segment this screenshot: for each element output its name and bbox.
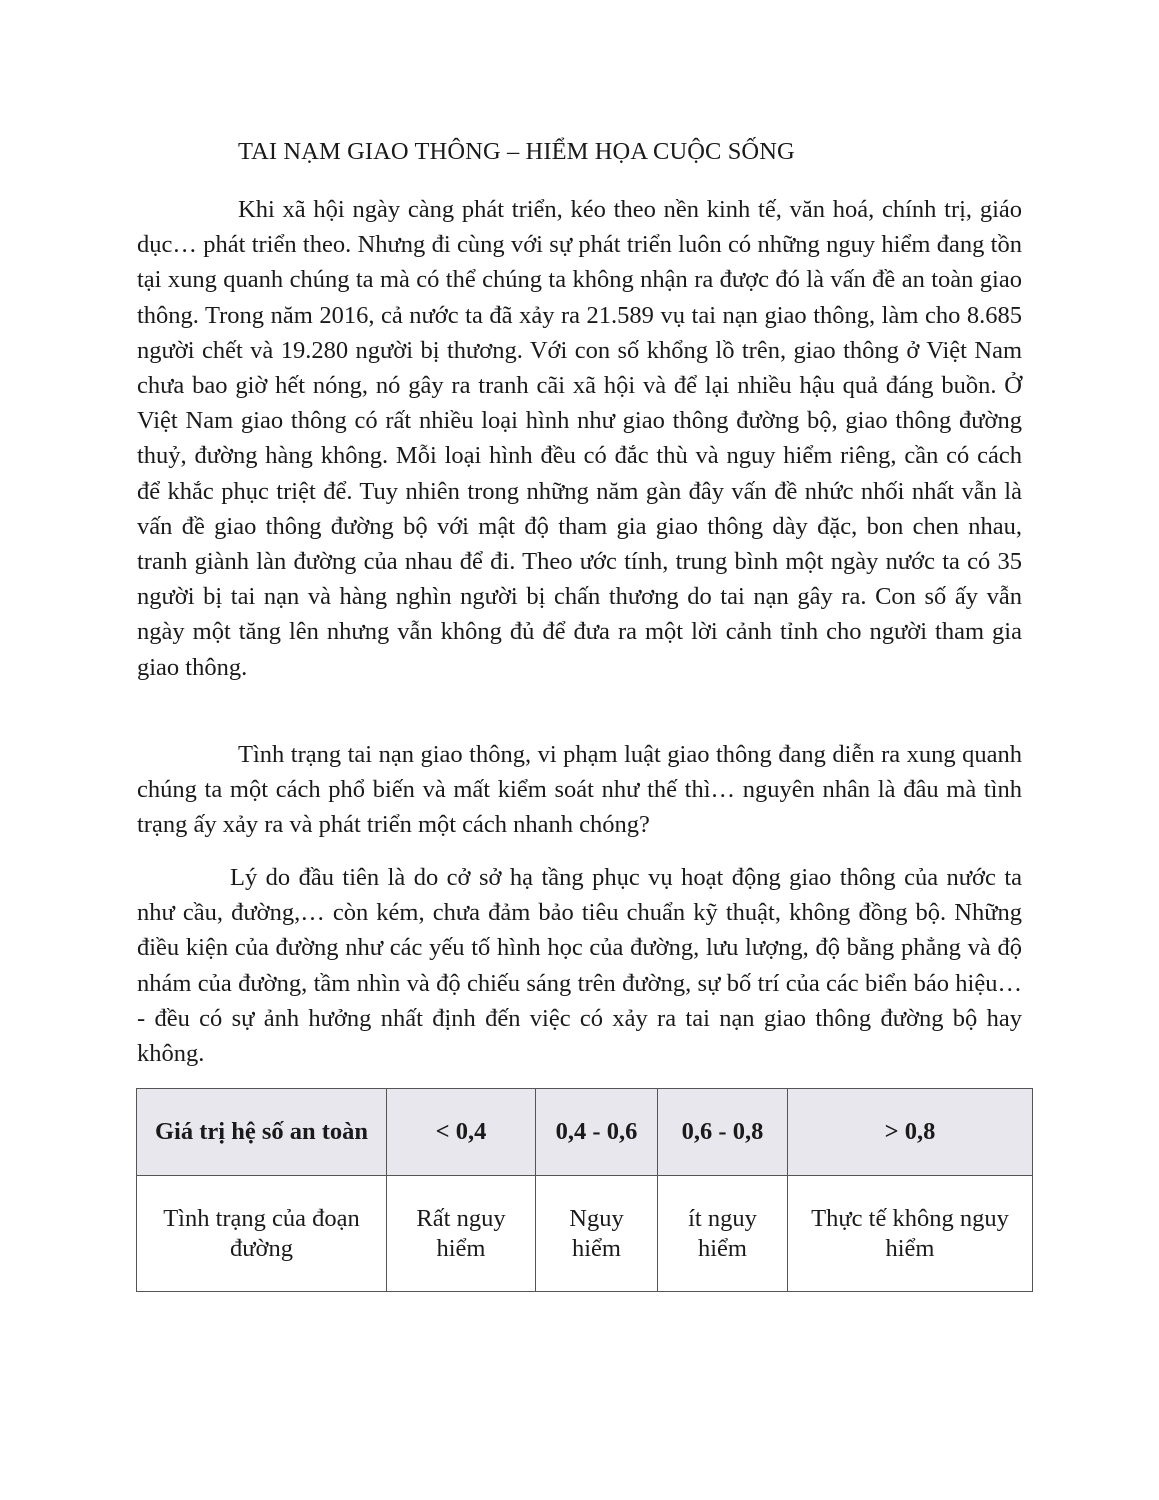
paragraph-question: Tình trạng tai nạn giao thông, vi phạm luật giao thông đang diễn ra xung quanh chúng ta một cách phổ biến và mất kiểm soát như thế thì… nguyên nhân là đâu mà tình trạng ấy xảy ra và phát triển một cách nhanh chóng? <box>137 741 1022 839</box>
table-cell: ít nguy hiểm <box>658 1176 788 1292</box>
document-title: TAI NẠM GIAO THÔNG – HIỂM HỌA CUỘC SỐNG <box>238 138 795 165</box>
table-header-cell: Giá trị hệ số an toàn <box>137 1089 387 1176</box>
table-cell: Thực tế không nguy hiểm <box>788 1176 1033 1292</box>
table-header-cell: < 0,4 <box>387 1089 536 1176</box>
table-header-cell: > 0,8 <box>788 1089 1033 1176</box>
paragraph-infrastructure: Lý do đầu tiên là do cở sở hạ tầng phục vụ hoạt động giao thông của nước ta như cầu, đường,… còn kém, chưa đảm bảo tiêu chuẩn kỹ thuật, không đồng bộ. Những điều kiện của đường như các yếu tố hình học của đường, lưu lượng, độ bằng phẳng và độ nhám của đường, tầm nhìn và độ chiếu sáng trên đường, sự bố trí của các biển báo hiệu… - đều có sự ảnh hưởng nhất định đến việc có xảy ra tai nạn giao thông đường bộ hay không. <box>137 864 1022 1068</box>
table-header-cell: 0,6 - 0,8 <box>658 1089 788 1176</box>
table-cell: Rất nguy hiểm <box>387 1176 536 1292</box>
paragraph-intro: Khi xã hội ngày càng phát triển, kéo theo nền kinh tế, văn hoá, chính trị, giáo dục… phát triển theo. Nhưng đi cùng với sự phát triển luôn có những nguy hiểm đang tồn tại xung quanh chúng ta mà có thể chúng ta không nhận ra được đó là vấn đề an toàn giao thông. Trong năm 2016, cả nước ta đã xảy ra 21.589 vụ tai nạn giao thông, làm cho 8.685 người chết và 19.280 người bị thương. Với con số khổng lồ trên, giao thông ở Việt Nam chưa bao giờ hết nóng, nó gây ra tranh cãi xã hội và để lại nhiều hậu quả đáng buồn. Ở Việt Nam giao thông có rất nhiều loại hình như giao thông đường bộ, giao thông đường thuỷ, đường hàng không. Mỗi loại hình đều có đắc thù và nguy hiểm riêng, cần có cách để khắc phục triệt để. Tuy nhiên trong những năm gàn đây vấn đề nhức nhối nhất vẫn là vấn đề giao thông đường bộ với mật độ tham gia giao thông dày đặc, bon chen nhau, tranh giành làn đường của nhau để đi. Theo ước tính, trung bình một ngày nước ta có 35 người bị tai nạn và hàng nghìn người bị chấn thương do tai nạn gây ra. Con số ấy vẫn ngày một tăng lên nhưng vẫn không đủ để đưa ra một lời cảnh tỉnh cho người tham gia giao thông. <box>137 196 1022 681</box>
table-header-cell: 0,4 - 0,6 <box>536 1089 658 1176</box>
safety-coefficient-table <box>136 1088 1033 1292</box>
table-cell: Nguy hiểm <box>536 1176 658 1292</box>
table-cell: Tình trạng của đoạn đường <box>137 1176 387 1292</box>
table-header-row <box>137 1089 1033 1176</box>
table-row <box>137 1176 1033 1292</box>
